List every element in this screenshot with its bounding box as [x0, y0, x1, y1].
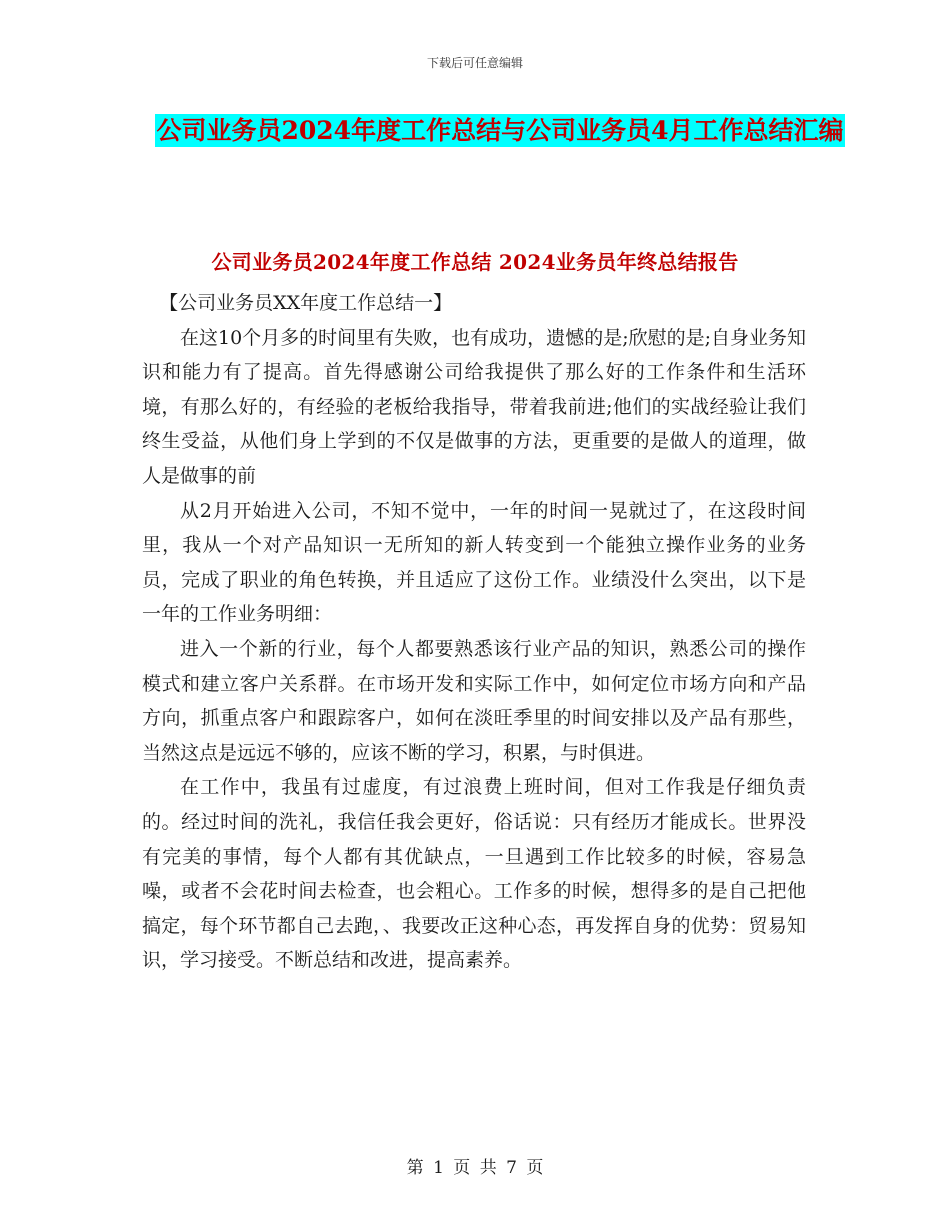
section-heading: 【公司业务员XX年度工作总结一】: [159, 292, 453, 314]
subtitle: 公司业务员2024年度工作总结 2024业务员年终总结报告: [211, 250, 739, 274]
paragraph: 在工作中，我虽有过虚度，有过浪费上班时间，但对工作我是仔细负责的。经过时间的洗礼，我信任我会更好，俗话说：只有经历才能成长。世界没有完美的事情，每个人都有其优缺点，一旦遇到工作比较多的时候，容易急噪，或者不会花时间去检查，也会粗心。工作多的时候，想得多的是自己把他搞定，每个环节都自己去跑，、我要改正这种心态，再发挥自身的优势：贸易知识，学习接受。不断总结和改进，提高素养。: [142, 776, 806, 972]
page-footer: 第 1 页 共 7 页: [406, 1158, 544, 1178]
paragraph: 进入一个新的行业，每个人都要熟悉该行业产品的知识，熟悉公司的操作模式和建立客户关系群。在市场开发和实际工作中，如何定位市场方向和产品方向，抓重点客户和跟踪客户，如何在淡旺季里的时间安排以及产品有那些，当然这点是远远不够的，应该不断的学习，积累，与时俱进。: [142, 637, 806, 764]
header-note: 下载后可任意编辑: [426, 56, 523, 70]
paragraph: 从2月开始进入公司，不知不觉中，一年的时间一晃就过了，在这段时间里，我从一个对产品知识一无所知的新人转变到一个能独立操作业务的业务员，完成了职业的角色转换，并且适应了这份工作。业绩没什么突出，以下是一年的工作业务明细：: [142, 499, 806, 626]
main-title: [140, 108, 860, 154]
main-title-text: 公司业务员2024年度工作总结与公司业务员4月工作总结汇编: [156, 116, 844, 145]
body-text: [142, 286, 806, 978]
paragraph: 在这10个月多的时间里有失败，也有成功，遗憾的是;欣慰的是;自身业务知识和能力有了提高。首先得感谢公司给我提供了那么好的工作条件和生活环境，有那么好的，有经验的老板给我指导，带着我前进;他们的实战经验让我们终生受益，从他们身上学到的不仅是做事的方法，更重要的是做人的道理，做人是做事的前: [142, 326, 806, 487]
